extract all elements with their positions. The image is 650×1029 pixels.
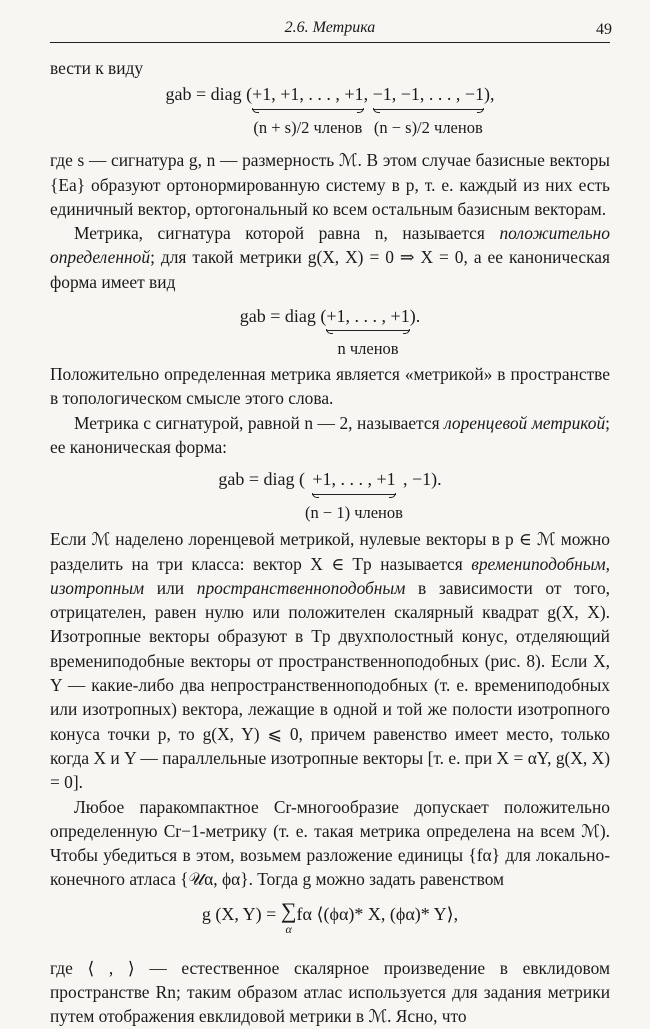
eq1-lhs: gab = diag ( xyxy=(165,84,253,105)
paragraph-vector-classes: Если ℳ наделено лоренцевой метрикой, нулевые векторы в p ∈ ℳ можно разделить на три класса: вектор X ∈ Tp называется времениподобным, изотропным или пространственноподобным в зависимости от того, отрицателен, равен нулю или положителен скалярный квадрат g(X, X). Изотропные векторы образуют в Tp двухполостный конус, отделяющий времениподобные векторы от пространственноподобных (рис. 8). Если X, Y — какие-либо два непространственноподобных (т. е. времениподобных или изотропных) вектора, лежащие в одной и той же полости изотропного конуса точки p, то g(X, Y) ⩽ 0, причем равенство имеет место, только когда X и Y — параллельные изотропные векторы [т. е. при X = αY, g(X, X) = 0]. xyxy=(50,529,610,793)
eq3-group: +1, . . . , +1 xyxy=(312,467,395,494)
eq1-end: ), xyxy=(484,84,495,105)
term-positive-definite: положительно определенной xyxy=(50,223,610,268)
equation-positive-definite: gab = diag (+1, . . . , +1 n членов ). xyxy=(50,304,610,360)
eq2-group: +1, . . . , +1 xyxy=(326,304,409,331)
eq1-minus-label: (n − s)/2 членов xyxy=(373,117,483,137)
eq1-sep: , xyxy=(363,84,373,105)
sigma-sign: ∑ xyxy=(280,897,297,923)
section-title: 2.6. Метрика xyxy=(284,19,376,36)
eq2-label: n членов xyxy=(337,339,399,359)
paragraph-euclidean: где ⟨ , ⟩ — естественное скалярное произведение в евклидовом пространстве Rn; таким образом атлас используется для задания метрики путем отображения евклидовой метрики в ℳ. Ясно, что xyxy=(50,957,610,1027)
running-header xyxy=(50,14,610,43)
eq1-minus-group: −1, −1, . . . , −1 xyxy=(373,82,484,109)
paragraph-intro: вести к виду xyxy=(50,58,144,78)
text-body xyxy=(50,56,610,1029)
eq1-plus-group: +1, +1, . . . , +1 xyxy=(252,82,363,109)
equation-lorentz: gab = diag ( +1, . . . , +1 (n − 1) членов , −1). xyxy=(50,467,610,523)
paragraph-positive-definite: Метрика, сигнатура которой равна n, называется положительно определенной; для такой метрики g(X, X) = 0 ⇒ X = 0, а ее каноническая форма имеет вид xyxy=(50,223,610,292)
paragraph-paracompact: Любое паракомпактное Cr-многообразие допускает положительно определенную Cr−1-метрику (т. е. такая метрика определена на всем ℳ). Чтобы убедиться в этом, возьмем разложение единицы {fα} для локально-конечного атласа {𝒰α, ϕα}. Тогда g можно задать равенством xyxy=(50,796,610,890)
equation-signature-form xyxy=(50,82,610,138)
term-lorentz: лоренцевой метрикой xyxy=(444,412,606,433)
sigma-index: α xyxy=(285,921,292,936)
term-timelike: времениподобным xyxy=(471,553,606,574)
equation-metric-sum: g (X, Y) = ∑ α fα ⟨(ϕα)* X, (ϕα)* Y⟩, xyxy=(201,897,459,936)
eq3-label: (n − 1) членов xyxy=(305,502,403,522)
paragraph-lorentz: Метрика с сигнатурой, равной n — 2, называется лоренцевой метрикой; ее каноническая форма: xyxy=(50,412,610,457)
term-null: изотропным xyxy=(50,577,145,598)
paragraph-signature: где s — сигнатура g, n — размерность ℳ. В этом случае базисные векторы {Ea} образуют ортонормированную систему в p, т. е. каждый из них есть единичный вектор, ортогональный ко всем остальным базисным векторам. xyxy=(50,150,610,219)
term-spacelike: пространственноподобным xyxy=(196,577,406,598)
page-number: 49 xyxy=(596,21,612,38)
eq1-plus-label: (n + s)/2 членов xyxy=(253,117,363,137)
paragraph-metric-topology: Положительно определенная метрика является «метрикой» в пространстве в топологическом смысле этого слова. xyxy=(50,364,610,409)
